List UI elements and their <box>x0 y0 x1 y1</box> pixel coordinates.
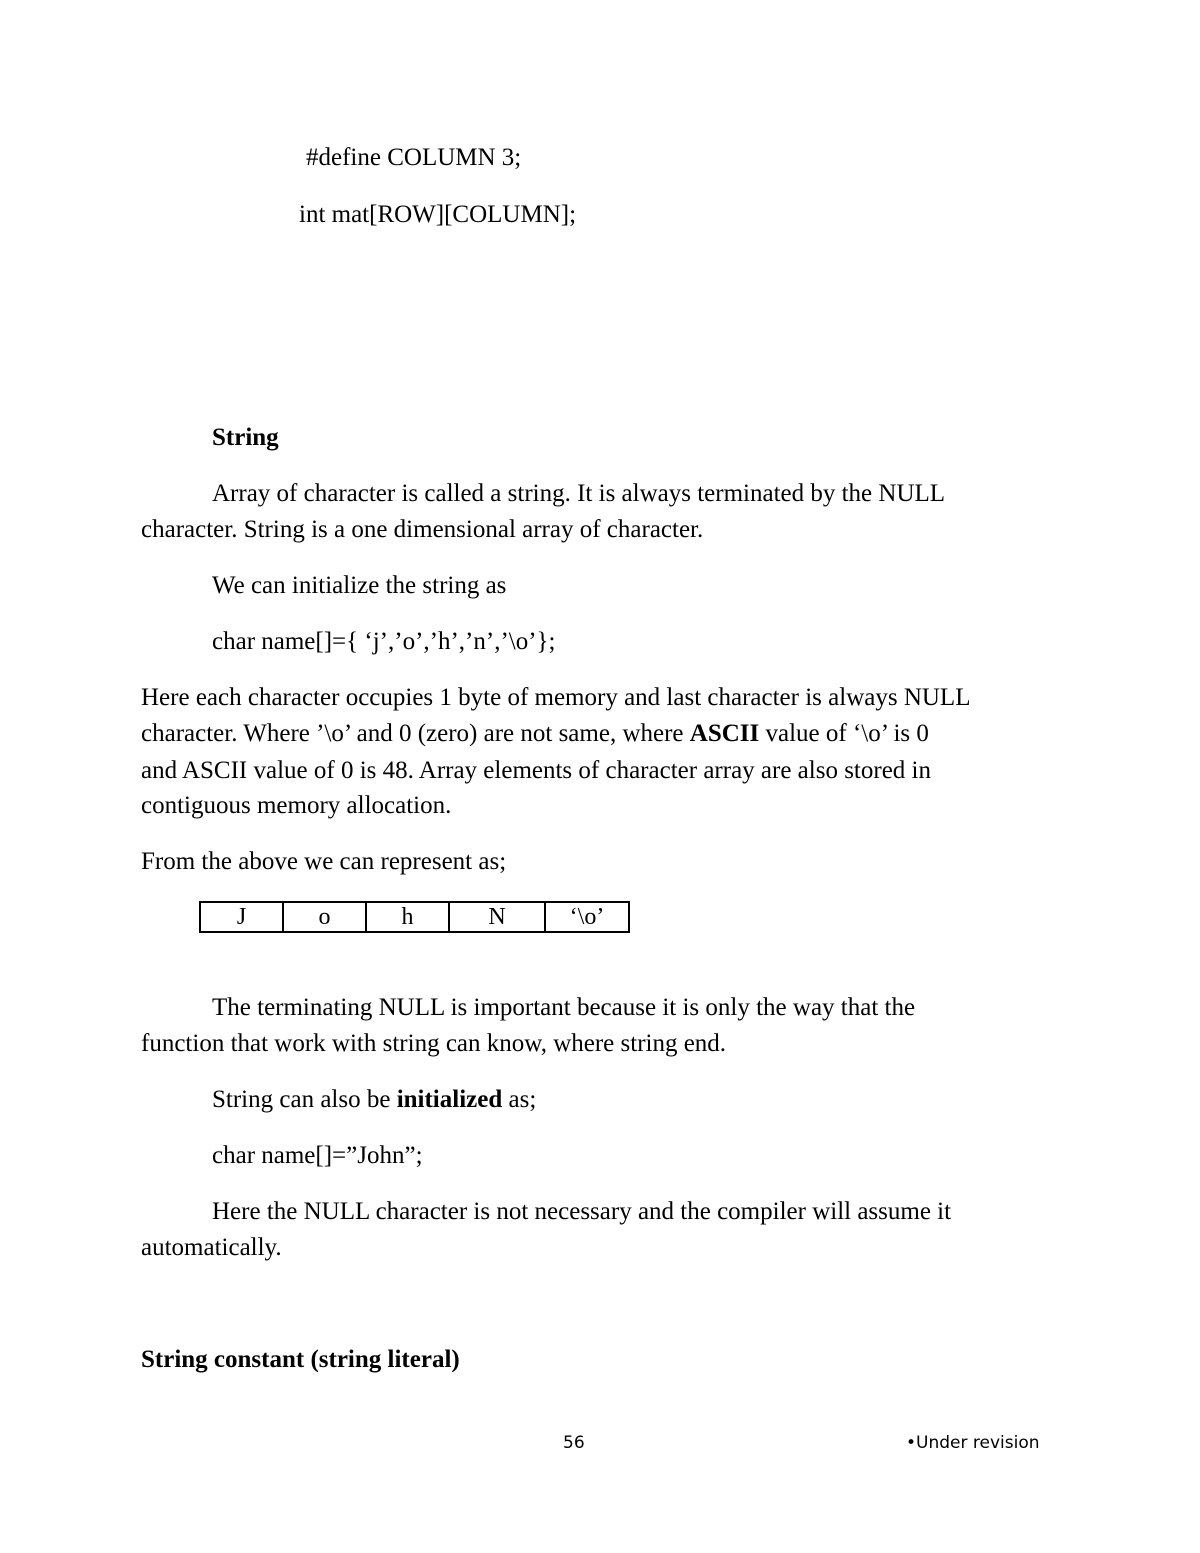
code-define-column: #define COLUMN 3; <box>306 144 522 171</box>
para2-line1: Here each character occupies 1 byte of memory and last character is always NULL <box>141 684 971 711</box>
para4-line2: automatically. <box>141 1234 282 1261</box>
ascii-bold: ASCII <box>689 720 760 747</box>
para2-line3: and ASCII value of 0 is 48. Array elements of character array are also stored in <box>141 757 931 784</box>
init2-code: char name[]=”John”; <box>212 1142 423 1169</box>
init2-intro <box>212 1085 536 1115</box>
initialized-bold: initialized <box>396 1086 503 1113</box>
para2-line2 <box>141 719 929 749</box>
table-cell-null: ‘\o’ <box>545 902 629 932</box>
section-heading-string: String <box>212 424 279 451</box>
table-cell-j: J <box>200 902 283 932</box>
represent-intro: From the above we can represent as; <box>141 848 507 875</box>
table-cell-h: h <box>366 902 449 932</box>
page-number: 56 <box>563 1433 585 1453</box>
string-char-table <box>199 901 630 933</box>
para3-line2: function that work with string can know, where string end. <box>141 1030 727 1057</box>
para2-line2-text-b: value of ‘\o’ is 0 <box>759 720 929 747</box>
para2-line2-text-a: character. Where ’\o’ and 0 (zero) are not same, where <box>141 720 690 747</box>
para1-line2: character. String is a one dimensional array of character. <box>141 516 704 543</box>
para3-line1: The terminating NULL is important because it is only the way that the <box>212 994 916 1021</box>
code-int-mat: int mat[ROW][COLUMN]; <box>299 201 577 228</box>
section-heading-string-constant: String constant (string literal) <box>141 1346 460 1373</box>
init-intro: We can initialize the string as <box>212 572 507 599</box>
init-code: char name[]={ ‘j’,’o’,’h’,’n’,’\o’}; <box>212 628 556 655</box>
init2-text-b: as; <box>502 1086 537 1113</box>
init2-text-a: String can also be <box>212 1086 397 1113</box>
table-cell-o: o <box>283 902 366 932</box>
para2-line4: contiguous memory allocation. <box>141 792 452 819</box>
table-cell-n: N <box>449 902 545 932</box>
table-row <box>200 902 629 932</box>
para1-line1: Array of character is called a string. It is always terminated by the NULL <box>212 480 946 507</box>
para4-line1: Here the NULL character is not necessary and the compiler will assume it <box>212 1198 952 1225</box>
revision-note: •Under revision <box>906 1433 1040 1453</box>
